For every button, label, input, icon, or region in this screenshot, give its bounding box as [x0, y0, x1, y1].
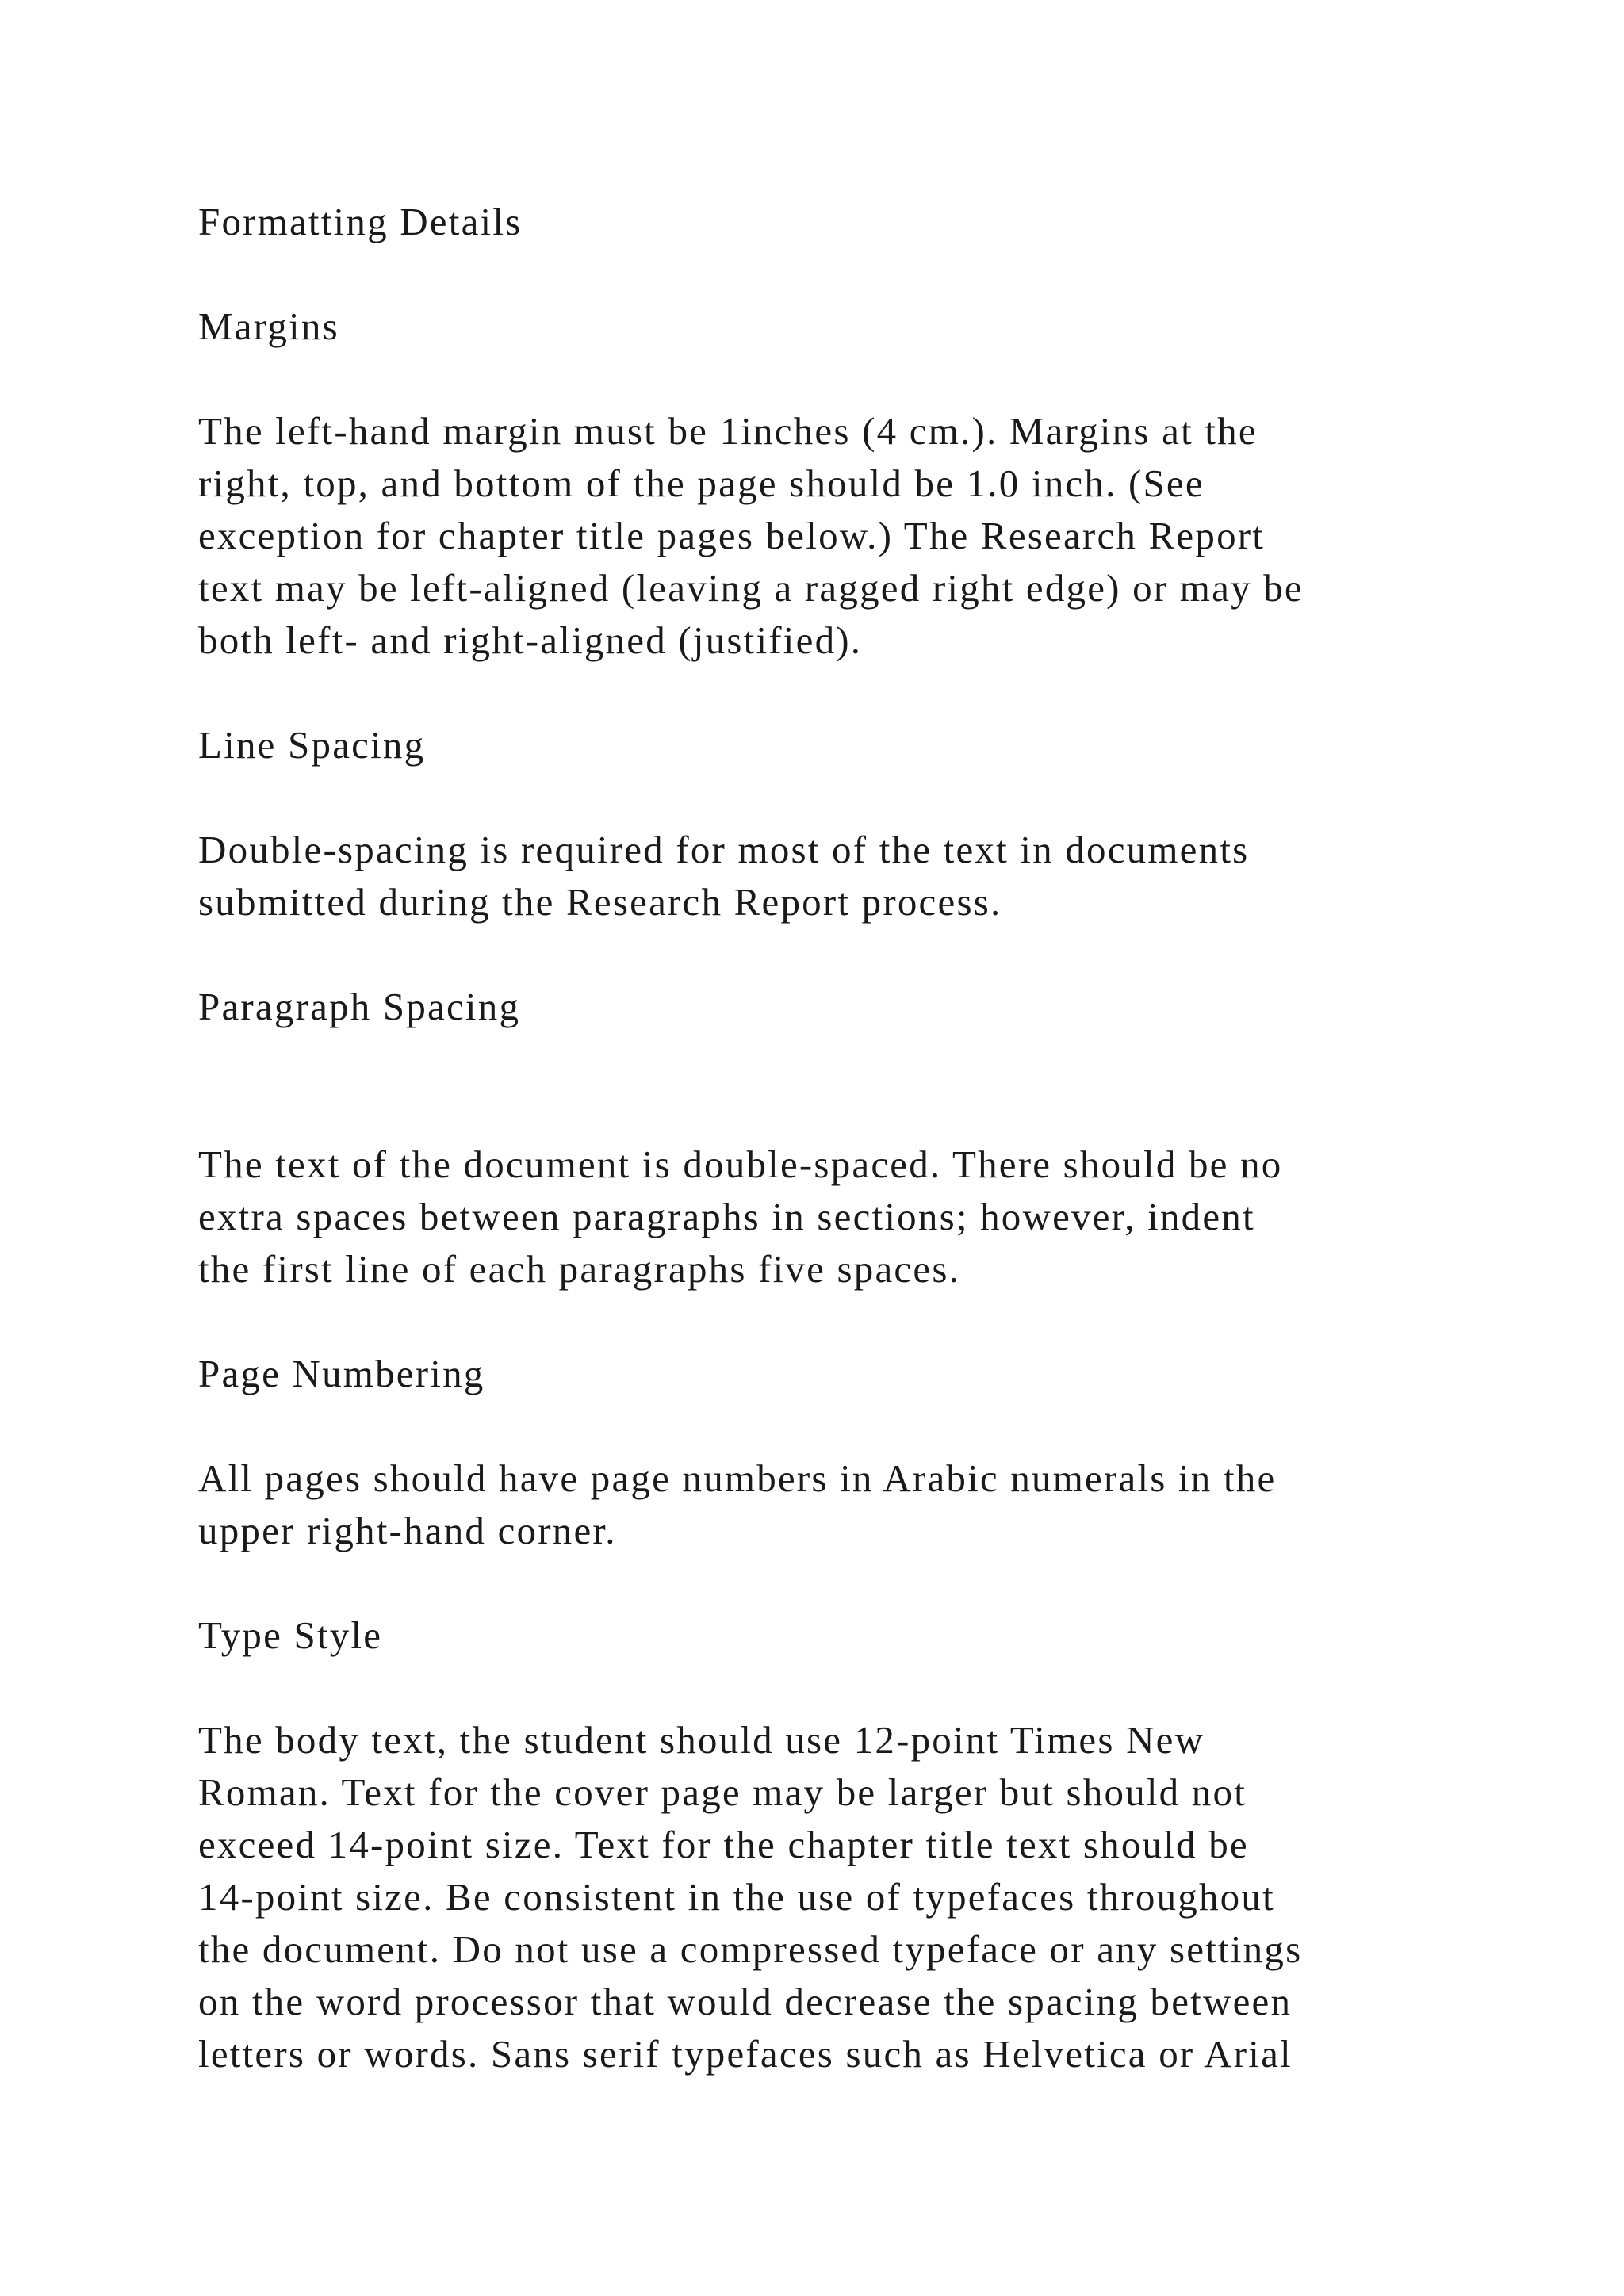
document-title: Formatting Details — [198, 200, 523, 243]
paragraph-spacing-text-line: The text of the document is double-spaced. There should be no — [198, 1142, 1283, 1186]
type-style-text-line: The body text, the student should use 12-point Times New — [198, 1718, 1205, 1762]
line-spacing-text-line: submitted during the Research Report process. — [198, 880, 1002, 924]
section-heading-page-numbering: Page Numbering — [198, 1352, 485, 1395]
paragraph-spacing-text-line: extra spaces between paragraphs in sections; however, indent — [198, 1195, 1255, 1238]
paragraph-spacing-text-line: the first line of each paragraphs five spaces. — [198, 1247, 961, 1291]
margins-text-line: right, top, and bottom of the page should be 1.0 inch. (See — [198, 461, 1205, 505]
section-heading-line-spacing: Line Spacing — [198, 723, 426, 767]
type-style-text-line: Roman. Text for the cover page may be larger but should not — [198, 1770, 1247, 1814]
page-numbering-text-line: All pages should have page numbers in Arabic numerals in the — [198, 1456, 1277, 1500]
margins-text-line: exception for chapter title pages below.) The Research Report — [198, 514, 1266, 557]
type-style-text-line: letters or words. Sans serif typefaces such as Helvetica or Arial — [198, 2032, 1293, 2076]
line-spacing-text-line: Double-spacing is required for most of the text in documents — [198, 828, 1250, 871]
section-heading-paragraph-spacing: Paragraph Spacing — [198, 985, 521, 1028]
type-style-text-line: on the word processor that would decrease the spacing between — [198, 1980, 1293, 2023]
section-heading-margins: Margins — [198, 304, 339, 348]
type-style-text-line: exceed 14-point size. Text for the chapter title text should be — [198, 1823, 1249, 1866]
type-style-text-line: the document. Do not use a compressed typeface or any settings — [198, 1927, 1303, 1971]
margins-text-line: The left-hand margin must be 1inches (4 cm.). Margins at the — [198, 409, 1258, 453]
section-heading-type-style: Type Style — [198, 1613, 383, 1657]
margins-text-line: text may be left-aligned (leaving a ragged right edge) or may be — [198, 566, 1304, 610]
type-style-text-line: 14-point size. Be consistent in the use of typefaces throughout — [198, 1875, 1275, 1919]
page-numbering-text-line: upper right-hand corner. — [198, 1509, 617, 1552]
margins-text-line: both left- and right-aligned (justified). — [198, 618, 863, 662]
